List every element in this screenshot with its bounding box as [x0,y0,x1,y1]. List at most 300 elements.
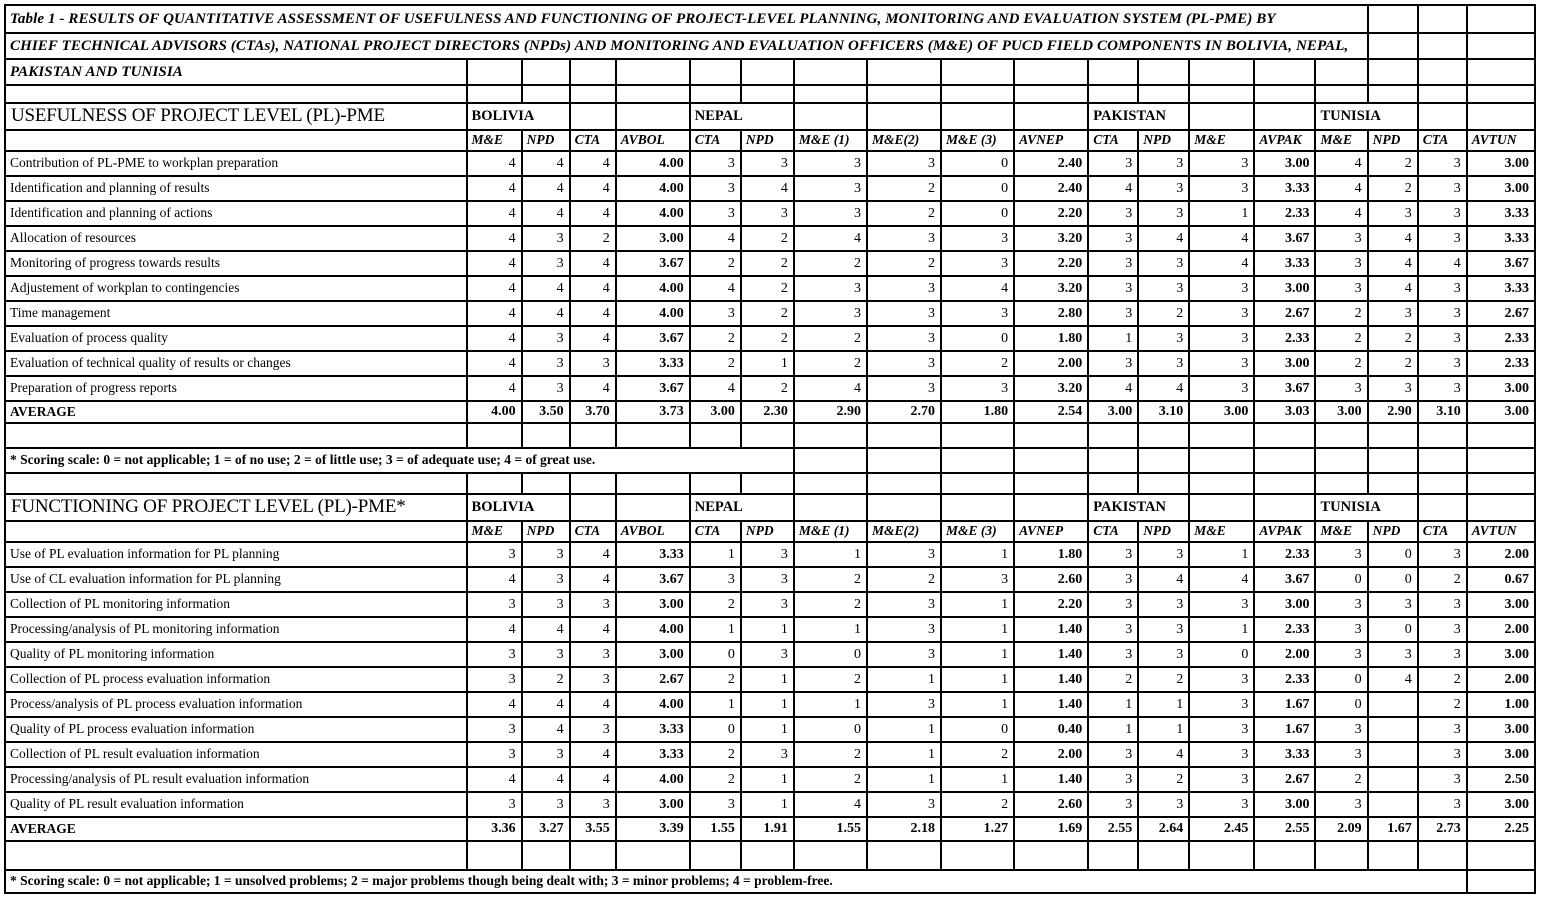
empty-cell [1189,473,1254,494]
avg-cell: 1.67 [1254,692,1315,717]
data-cell [1368,692,1418,717]
data-cell: 2 [941,792,1014,817]
empty-cell [1467,5,1535,33]
data-cell: 2 [941,351,1014,376]
data-cell: 3 [1315,617,1367,642]
data-cell: 3 [794,276,867,301]
average-label: AVERAGE [5,401,467,423]
country-group-header: BOLIVIA [467,103,570,130]
empty-cell [1254,59,1315,85]
title-row [5,5,1535,33]
empty-cell [1368,473,1418,494]
avg-cell: 3.33 [1467,226,1535,251]
average-cell: 3.00 [1467,401,1535,423]
column-header: NPD [522,521,570,542]
empty-cell [794,103,867,130]
avg-cell: 3.00 [1467,176,1535,201]
avg-cell: 3.00 [1467,151,1535,176]
empty-cell [1014,494,1088,521]
data-cell: 3 [522,742,570,767]
data-cell: 3 [522,376,570,401]
scoring-scale-note: * Scoring scale: 0 = not applicable; 1 = of no use; 2 = of little use; 3 = of adequate use; 4 = of great use. [5,448,794,473]
empty-cell [1189,59,1254,85]
avg-cell: 2.20 [1014,201,1088,226]
row-label: Identification and planning of actions [5,201,467,226]
data-cell: 3 [867,592,941,617]
average-cell: 3.39 [616,817,690,841]
avg-cell: 1.40 [1014,642,1088,667]
data-cell: 3 [1315,717,1367,742]
data-cell: 4 [522,617,570,642]
data-cell: 3 [794,176,867,201]
average-cell: 1.27 [941,817,1014,841]
empty-cell [5,841,467,870]
data-cell: 3 [522,542,570,567]
empty-cell [467,841,522,870]
empty-cell [941,448,1014,473]
average-cell: 2.70 [867,401,941,423]
empty-cell [1467,448,1535,473]
avg-cell: 2.33 [1254,542,1315,567]
row-label: Identification and planning of results [5,176,467,201]
avg-cell: 3.33 [616,351,690,376]
data-cell: 3 [941,226,1014,251]
column-header: CTA [1418,521,1467,542]
data-cell: 2 [690,351,741,376]
data-cell [1368,742,1418,767]
avg-cell: 2.00 [1014,742,1088,767]
column-header: CTA [1088,521,1138,542]
data-cell: 3 [1189,351,1254,376]
empty-cell [522,85,570,103]
empty-cell [1368,85,1418,103]
column-header: AVNEP [1014,130,1088,151]
average-row [5,817,1535,841]
data-cell: 4 [570,301,616,326]
avg-cell: 4.00 [616,151,690,176]
avg-cell: 3.00 [1254,276,1315,301]
avg-cell: 3.33 [616,542,690,567]
data-row [5,717,1535,742]
data-cell: 3 [467,667,522,692]
empty-cell [1368,423,1418,448]
empty-cell [794,494,867,521]
data-cell: 2 [794,351,867,376]
row-label: Quality of PL monitoring information [5,642,467,667]
empty-cell [1368,5,1418,33]
data-cell: 1 [741,692,794,717]
data-cell: 2 [1315,326,1367,351]
data-cell: 3 [1138,326,1189,351]
data-cell: 1 [867,667,941,692]
empty-cell [570,423,616,448]
data-cell: 3 [1138,617,1189,642]
data-cell: 4 [467,351,522,376]
empty-cell [867,59,941,85]
empty-cell [1088,423,1138,448]
empty-cell [1368,59,1418,85]
average-cell: 2.90 [1368,401,1418,423]
empty-cell [794,473,867,494]
empty-cell [941,494,1014,521]
data-cell: 4 [522,767,570,792]
avg-cell: 3.67 [616,376,690,401]
data-cell: 1 [941,617,1014,642]
data-cell: 3 [941,567,1014,592]
country-group-header: BOLIVIA [467,494,570,521]
average-cell: 3.00 [1189,401,1254,423]
data-cell: 2 [794,767,867,792]
data-cell: 4 [522,176,570,201]
data-cell: 2 [1138,667,1189,692]
data-row [5,326,1535,351]
data-cell: 3 [1189,376,1254,401]
data-cell: 3 [941,251,1014,276]
data-row [5,617,1535,642]
data-row [5,567,1535,592]
data-cell: 4 [690,276,741,301]
data-cell: 3 [867,692,941,717]
data-cell: 4 [522,301,570,326]
data-cell: 1 [867,742,941,767]
empty-cell [690,841,741,870]
data-cell: 3 [1138,642,1189,667]
data-cell: 3 [1315,742,1367,767]
data-cell: 3 [1138,251,1189,276]
empty-cell [1014,103,1088,130]
avg-cell: 3.33 [1254,251,1315,276]
data-cell: 3 [1088,792,1138,817]
column-header: AVPAK [1254,521,1315,542]
data-cell: 3 [1418,201,1467,226]
data-cell: 4 [522,151,570,176]
empty-cell [794,423,867,448]
column-header-row [5,521,1535,542]
data-cell: 4 [941,276,1014,301]
data-cell: 3 [1088,542,1138,567]
data-cell: 3 [1418,717,1467,742]
avg-cell: 2.20 [1014,592,1088,617]
empty-cell [1254,448,1315,473]
avg-cell: 3.00 [1467,792,1535,817]
empty-cell [1138,448,1189,473]
empty-cell [570,103,616,130]
data-cell: 3 [1315,642,1367,667]
average-cell: 2.55 [1088,817,1138,841]
data-cell: 4 [467,301,522,326]
data-cell: 2 [690,667,741,692]
avg-cell: 3.20 [1014,226,1088,251]
data-cell: 3 [1088,642,1138,667]
avg-cell: 1.80 [1014,542,1088,567]
column-header: CTA [570,130,616,151]
column-header: M&E [1189,521,1254,542]
data-cell: 3 [467,642,522,667]
avg-cell: 1.40 [1014,667,1088,692]
row-label: Quality of PL process evaluation information [5,717,467,742]
data-cell [1368,717,1418,742]
column-header: NPD [1368,521,1418,542]
empty-cell [1467,870,1535,893]
average-cell: 3.50 [522,401,570,423]
data-cell: 0 [1189,642,1254,667]
avg-cell: 3.67 [616,326,690,351]
empty-cell [5,423,467,448]
data-cell: 3 [1189,742,1254,767]
average-label: AVERAGE [5,817,467,841]
empty-cell [1467,423,1535,448]
avg-cell: 3.00 [616,792,690,817]
empty-cell [794,448,867,473]
column-header: CTA [570,521,616,542]
data-cell: 3 [1138,351,1189,376]
empty-cell [867,448,941,473]
column-header: CTA [690,130,741,151]
empty-cell [741,85,794,103]
data-cell: 1 [941,692,1014,717]
data-row [5,376,1535,401]
empty-cell [1418,473,1467,494]
row-label: Evaluation of process quality [5,326,467,351]
column-header: M&E [1315,521,1367,542]
data-cell: 2 [741,376,794,401]
average-cell: 2.73 [1418,817,1467,841]
data-cell: 3 [1088,742,1138,767]
row-label: Use of CL evaluation information for PL planning [5,567,467,592]
data-cell: 3 [867,276,941,301]
empty-cell [1189,103,1254,130]
empty-cell [1418,448,1467,473]
column-header: AVPAK [1254,130,1315,151]
data-cell: 4 [1315,176,1367,201]
empty-cell [1368,448,1418,473]
empty-cell [1315,85,1367,103]
data-cell: 1 [1138,717,1189,742]
avg-cell: 3.00 [616,226,690,251]
data-cell: 2 [1368,326,1418,351]
data-cell: 3 [1088,151,1138,176]
data-cell: 3 [1418,276,1467,301]
data-cell: 0 [1368,567,1418,592]
empty-cell [1467,33,1535,59]
data-cell: 0 [941,176,1014,201]
data-cell: 3 [522,226,570,251]
data-cell: 4 [570,742,616,767]
data-cell: 2 [1138,767,1189,792]
empty-cell [1467,103,1535,130]
data-cell: 3 [1418,542,1467,567]
data-row [5,742,1535,767]
data-cell: 1 [941,642,1014,667]
data-cell: 3 [741,742,794,767]
data-cell: 2 [1315,351,1367,376]
data-cell [1368,792,1418,817]
column-header: M&E [467,521,522,542]
empty-cell [570,85,616,103]
data-cell: 2 [1315,301,1367,326]
row-label: Adjustement of workplan to contingencies [5,276,467,301]
data-cell: 2 [794,567,867,592]
row-label: Quality of PL result evaluation information [5,792,467,817]
data-cell: 4 [794,376,867,401]
avg-cell: 2.33 [1254,326,1315,351]
empty-cell [1254,423,1315,448]
data-cell: 1 [690,692,741,717]
avg-cell: 3.20 [1014,376,1088,401]
empty-cell [1254,473,1315,494]
data-cell: 4 [570,326,616,351]
average-cell: 1.91 [741,817,794,841]
avg-cell: 3.67 [1467,251,1535,276]
data-cell: 1 [867,717,941,742]
spacer-row [5,423,1535,448]
data-cell: 1 [941,767,1014,792]
data-cell: 0 [941,201,1014,226]
avg-cell: 1.40 [1014,617,1088,642]
empty-cell [1418,841,1467,870]
column-header: AVBOL [616,130,690,151]
data-cell: 1 [794,617,867,642]
average-cell: 3.10 [1418,401,1467,423]
empty-cell [741,59,794,85]
empty-cell [690,473,741,494]
avg-cell: 2.80 [1014,301,1088,326]
data-cell: 3 [741,201,794,226]
empty-cell [522,473,570,494]
data-cell: 3 [690,151,741,176]
column-header: M&E (3) [941,521,1014,542]
data-cell: 3 [1138,176,1189,201]
average-cell: 3.36 [467,817,522,841]
data-cell: 3 [1088,567,1138,592]
data-cell: 3 [941,301,1014,326]
data-cell: 3 [1418,767,1467,792]
empty-cell [1418,59,1467,85]
empty-cell [616,841,690,870]
data-cell: 3 [522,792,570,817]
scoring-scale-note: * Scoring scale: 0 = not applicable; 1 = unsolved problems; 2 = major problems though being dealt with; 3 = minor problems; 4 = problem-free. [5,870,1467,893]
data-cell: 4 [1138,742,1189,767]
data-cell: 3 [867,226,941,251]
data-cell: 1 [741,667,794,692]
data-cell: 3 [1315,542,1367,567]
data-cell: 3 [1418,792,1467,817]
row-label: Collection of PL result evaluation information [5,742,467,767]
empty-cell [867,841,941,870]
average-cell: 1.67 [1368,817,1418,841]
empty-cell [941,59,1014,85]
data-cell: 3 [1418,742,1467,767]
data-cell: 3 [690,176,741,201]
data-cell: 4 [467,176,522,201]
avg-cell: 2.33 [1467,351,1535,376]
data-cell: 2 [794,667,867,692]
data-cell: 3 [1088,301,1138,326]
data-cell: 4 [467,767,522,792]
empty-cell [1014,841,1088,870]
spacer-row [5,841,1535,870]
avg-cell: 2.67 [1254,767,1315,792]
data-cell: 2 [1315,767,1367,792]
data-cell: 4 [1088,376,1138,401]
empty-cell [1368,841,1418,870]
data-cell: 0 [1315,692,1367,717]
data-cell: 3 [1138,151,1189,176]
empty-cell [522,841,570,870]
empty-cell [522,59,570,85]
column-header-row [5,130,1535,151]
data-cell: 1 [690,542,741,567]
empty-cell [741,473,794,494]
data-cell: 3 [1189,151,1254,176]
empty-cell [1467,85,1535,103]
average-cell: 2.45 [1189,817,1254,841]
data-cell: 3 [1088,351,1138,376]
data-cell: 0 [794,642,867,667]
empty-cell [1189,494,1254,521]
empty-cell [1014,59,1088,85]
data-row [5,667,1535,692]
data-cell: 4 [741,176,794,201]
average-cell: 2.18 [867,817,941,841]
data-cell: 4 [467,326,522,351]
column-header: M&E(2) [867,521,941,542]
country-group-header: PAKISTAN [1088,494,1189,521]
data-cell: 3 [867,351,941,376]
avg-cell: 1.67 [1254,717,1315,742]
empty-cell [1254,494,1315,521]
title-row [5,59,1535,85]
average-cell: 3.27 [522,817,570,841]
data-cell: 4 [570,176,616,201]
avg-cell: 3.00 [1467,642,1535,667]
data-cell: 1 [741,717,794,742]
data-cell: 3 [1189,301,1254,326]
data-cell: 3 [741,567,794,592]
data-cell: 2 [690,742,741,767]
row-label: Allocation of resources [5,226,467,251]
data-cell: 1 [941,592,1014,617]
data-row [5,692,1535,717]
table-title-line3: PAKISTAN AND TUNISIA [5,59,467,85]
empty-cell [1088,473,1138,494]
section-header-row [5,103,1535,130]
data-cell: 4 [1315,201,1367,226]
average-cell: 1.55 [794,817,867,841]
row-label: Preparation of progress reports [5,376,467,401]
data-cell: 4 [522,201,570,226]
data-cell: 3 [1189,792,1254,817]
data-cell: 4 [570,151,616,176]
empty-cell [1418,494,1467,521]
average-cell: 3.55 [570,817,616,841]
data-cell: 2 [794,742,867,767]
empty-cell [690,423,741,448]
average-cell: 1.69 [1014,817,1088,841]
data-cell: 3 [690,201,741,226]
data-cell: 3 [1088,201,1138,226]
avg-cell: 3.00 [1467,376,1535,401]
data-cell: 2 [1138,301,1189,326]
data-cell: 2 [867,176,941,201]
data-cell: 1 [1088,717,1138,742]
avg-cell: 3.00 [616,592,690,617]
empty-cell [1138,473,1189,494]
data-cell: 4 [570,567,616,592]
empty-cell [1254,103,1315,130]
data-cell: 1 [1088,326,1138,351]
data-cell: 3 [741,642,794,667]
